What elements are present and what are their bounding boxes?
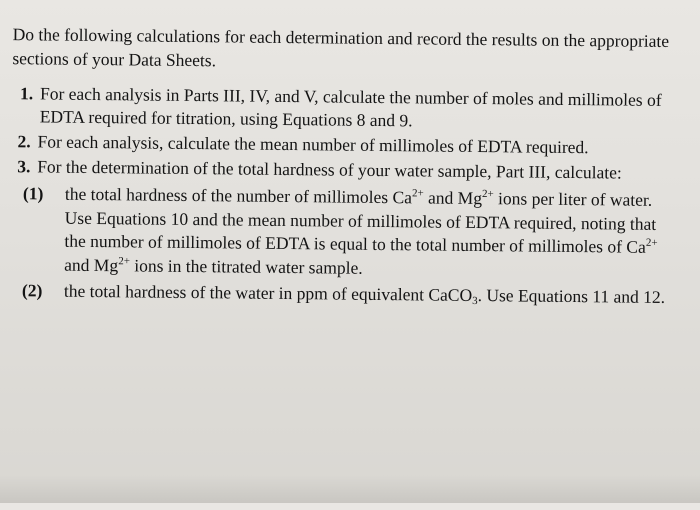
text-run: the total hardness of the water in ppm of equivalent CaCO bbox=[63, 280, 473, 305]
step-number: 1. bbox=[19, 83, 34, 104]
superscript: 2+ bbox=[118, 254, 131, 267]
sub-item bbox=[22, 279, 673, 309]
step-item bbox=[10, 155, 675, 309]
steps-list bbox=[10, 82, 675, 309]
text-run: the total hardness of the number of millimoles Ca bbox=[64, 183, 413, 208]
intro-paragraph: Do the following calculations for each determination and record the results on the appropriate sections of your Data Sheets. bbox=[12, 24, 670, 71]
text-run: ions per liter of water. Use Equations 10 and the mean number of millimoles of EDTA required, noting that the number of millimoles of EDTA is equal to the total number of millimoles of Ca bbox=[64, 188, 657, 257]
sub-item-text bbox=[64, 281, 665, 307]
text-run: and Mg bbox=[423, 187, 483, 209]
step-number: 3. bbox=[17, 156, 31, 177]
text-run: and Mg bbox=[64, 254, 119, 275]
superscript: 2+ bbox=[411, 187, 424, 200]
step-number: 2. bbox=[17, 131, 31, 152]
sub-item-number: (1) bbox=[22, 183, 44, 204]
superscript: 2+ bbox=[645, 236, 658, 249]
text-run: . Use Equations 11 and 12. bbox=[477, 285, 666, 307]
step-text: For the determination of the total hardness of your water sample, Part III, calculate: bbox=[37, 156, 622, 183]
sub-items-list bbox=[22, 182, 674, 309]
step-text: For each analysis in Parts III, IV, and V, calculate the number of moles and millimoles of EDTA required for titration, using Equations 8 and 9. bbox=[39, 83, 662, 131]
page-bottom-shadow bbox=[0, 475, 700, 503]
step-item bbox=[14, 82, 675, 135]
sub-item-number: (2) bbox=[21, 280, 43, 301]
sub-item-text bbox=[64, 184, 658, 278]
step-text: For each analysis, calculate the mean number of millimoles of EDTA required. bbox=[37, 131, 589, 158]
subscript: 3 bbox=[472, 294, 478, 308]
superscript: 2+ bbox=[481, 188, 494, 201]
sub-item bbox=[22, 182, 674, 283]
text-run: ions in the titrated water sample. bbox=[129, 254, 363, 278]
